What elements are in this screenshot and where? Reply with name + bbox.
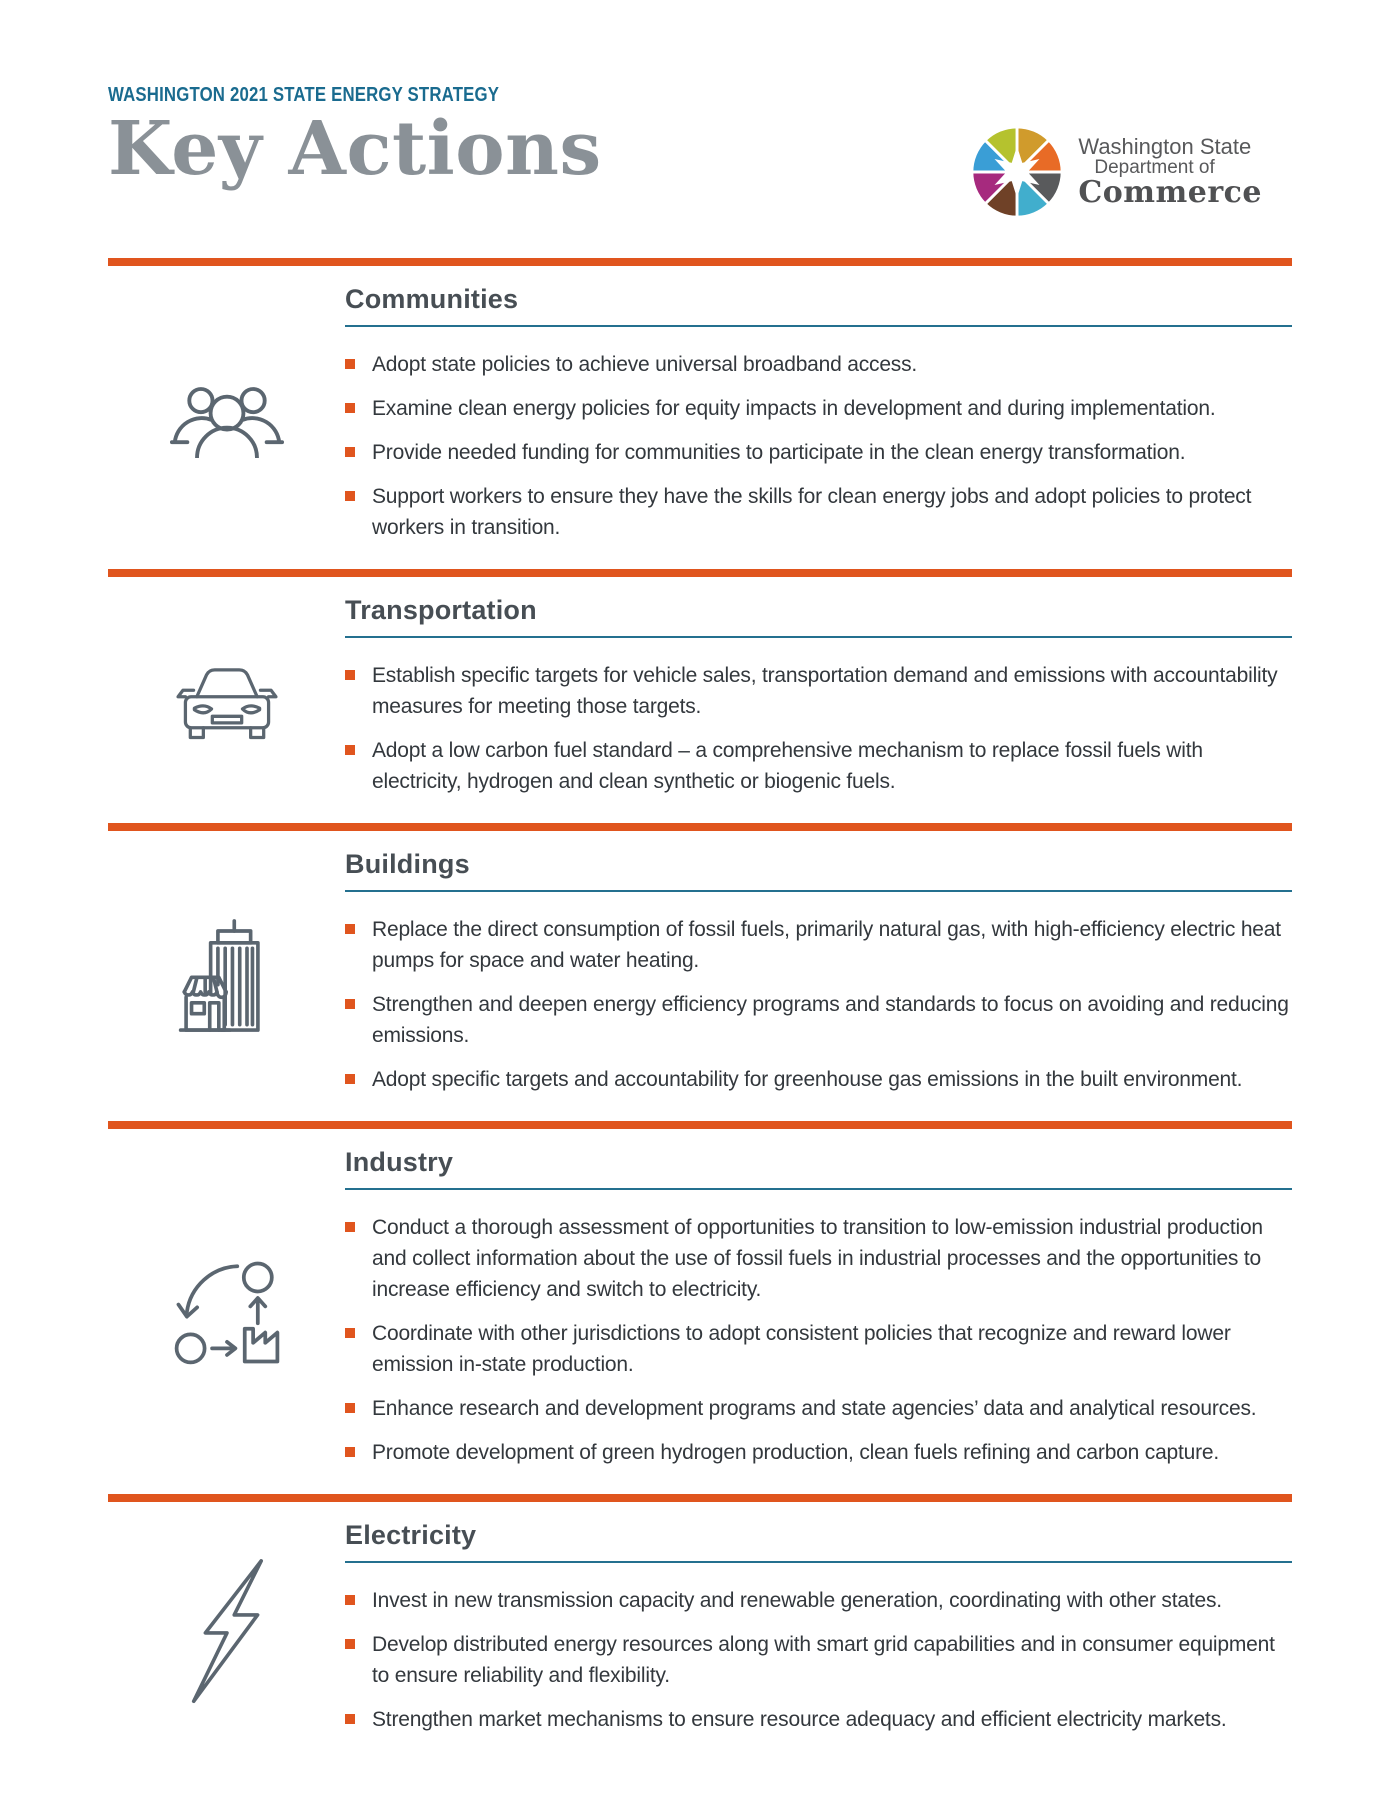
section-title: Communities: [345, 284, 519, 314]
section-icon-column: [108, 1256, 345, 1368]
section-title: Industry: [345, 1147, 454, 1177]
section-content: [345, 577, 1292, 823]
commerce-logo: [969, 124, 1262, 220]
key-action-item: Support workers to ensure they have the skills for clean energy jobs and adopt policies to protect workers in transition.: [345, 481, 1292, 543]
key-action-item: Replace the direct consumption of fossil fuels, primarily natural gas, with high-efficiency electric heat pumps for space and water heating.: [345, 914, 1292, 976]
key-action-item: Promote development of green hydrogen production, clean fuels refining and carbon capture.: [345, 1437, 1292, 1468]
section-content: [345, 266, 1292, 569]
key-action-item: Adopt state policies to achieve universal broadband access.: [345, 349, 1292, 380]
key-action-item: Examine clean energy policies for equity impacts in development and during implementation.: [345, 393, 1292, 424]
logo-text: [1078, 135, 1262, 210]
key-action-item: Invest in new transmission capacity and renewable generation, coordinating with other states.: [345, 1585, 1292, 1616]
key-actions-list: [345, 1585, 1292, 1735]
section-divider: [108, 823, 1292, 831]
car-icon: [174, 653, 280, 747]
section-divider: [108, 569, 1292, 577]
section-divider: [108, 258, 1292, 266]
section: [108, 258, 1292, 569]
key-action-item: Adopt a low carbon fuel standard – a comprehensive mechanism to replace fossil fuels with electricity, hydrogen and clean synthetic or biogenic fuels.: [345, 735, 1292, 797]
heading-rule: [345, 1188, 1292, 1190]
section-content: [345, 1129, 1292, 1494]
logo-org-line3: Commerce: [1078, 174, 1262, 210]
section-title: Buildings: [345, 849, 470, 879]
people-group-icon: [169, 378, 285, 458]
page-title: Key Actions: [108, 106, 602, 192]
section-content: [345, 1502, 1292, 1761]
key-action-item: Strengthen and deepen energy efficiency programs and standards to focus on avoiding and reducing emissions.: [345, 989, 1292, 1051]
lightning-bolt-icon: [182, 1557, 272, 1707]
key-action-item: Enhance research and development programs and state agencies’ data and analytical resources.: [345, 1393, 1292, 1424]
key-action-item: Conduct a thorough assessment of opportunities to transition to low-emission industrial production and collect information about the use of fossil fuels in industrial processes and the opportunities to increase efficiency and switch to electricity.: [345, 1212, 1292, 1305]
key-actions-list: [345, 349, 1292, 543]
section: [108, 1494, 1292, 1761]
section-divider: [108, 1494, 1292, 1502]
section-icon-column: [108, 1557, 345, 1707]
pinwheel-icon: [969, 124, 1065, 220]
section: [108, 823, 1292, 1121]
logo-org-line2: Department of: [1094, 157, 1215, 179]
key-actions-list: [345, 914, 1292, 1095]
key-action-item: Strengthen market mechanisms to ensure resource adequacy and efficient electricity markets.: [345, 1704, 1292, 1735]
key-actions-list: [345, 1212, 1292, 1468]
heading-rule: [345, 890, 1292, 892]
heading-rule: [345, 636, 1292, 638]
key-action-item: Coordinate with other jurisdictions to adopt consistent policies that recognize and reward lower emission in-state production.: [345, 1318, 1292, 1380]
section-icon-column: [108, 917, 345, 1035]
section-icon-column: [108, 378, 345, 458]
section-icon-column: [108, 653, 345, 747]
industry-cycle-icon: [171, 1256, 283, 1368]
section-title: Transportation: [345, 595, 537, 625]
key-action-item: Develop distributed energy resources along with smart grid capabilities and in consumer equipment to ensure reliability and flexibility.: [345, 1629, 1292, 1691]
key-action-item: Establish specific targets for vehicle sales, transportation demand and emissions with accountability measures for meeting those targets.: [345, 660, 1292, 722]
key-action-item: Adopt specific targets and accountability for greenhouse gas emissions in the built environment.: [345, 1064, 1292, 1095]
section: [108, 569, 1292, 823]
logo-org-line1: Washington State: [1078, 133, 1252, 159]
section-divider: [108, 1121, 1292, 1129]
buildings-icon: [177, 917, 277, 1035]
heading-rule: [345, 325, 1292, 327]
key-action-item: Provide needed funding for communities to participate in the clean energy transformation.: [345, 437, 1292, 468]
document-eyebrow: WASHINGTON 2021 STATE ENERGY STRATEGY: [108, 84, 500, 106]
section-content: [345, 831, 1292, 1121]
heading-rule: [345, 1561, 1292, 1563]
sections: [108, 258, 1292, 1761]
section-title: Electricity: [345, 1520, 477, 1550]
section: [108, 1121, 1292, 1494]
key-actions-list: [345, 660, 1292, 797]
header: [0, 0, 1400, 230]
